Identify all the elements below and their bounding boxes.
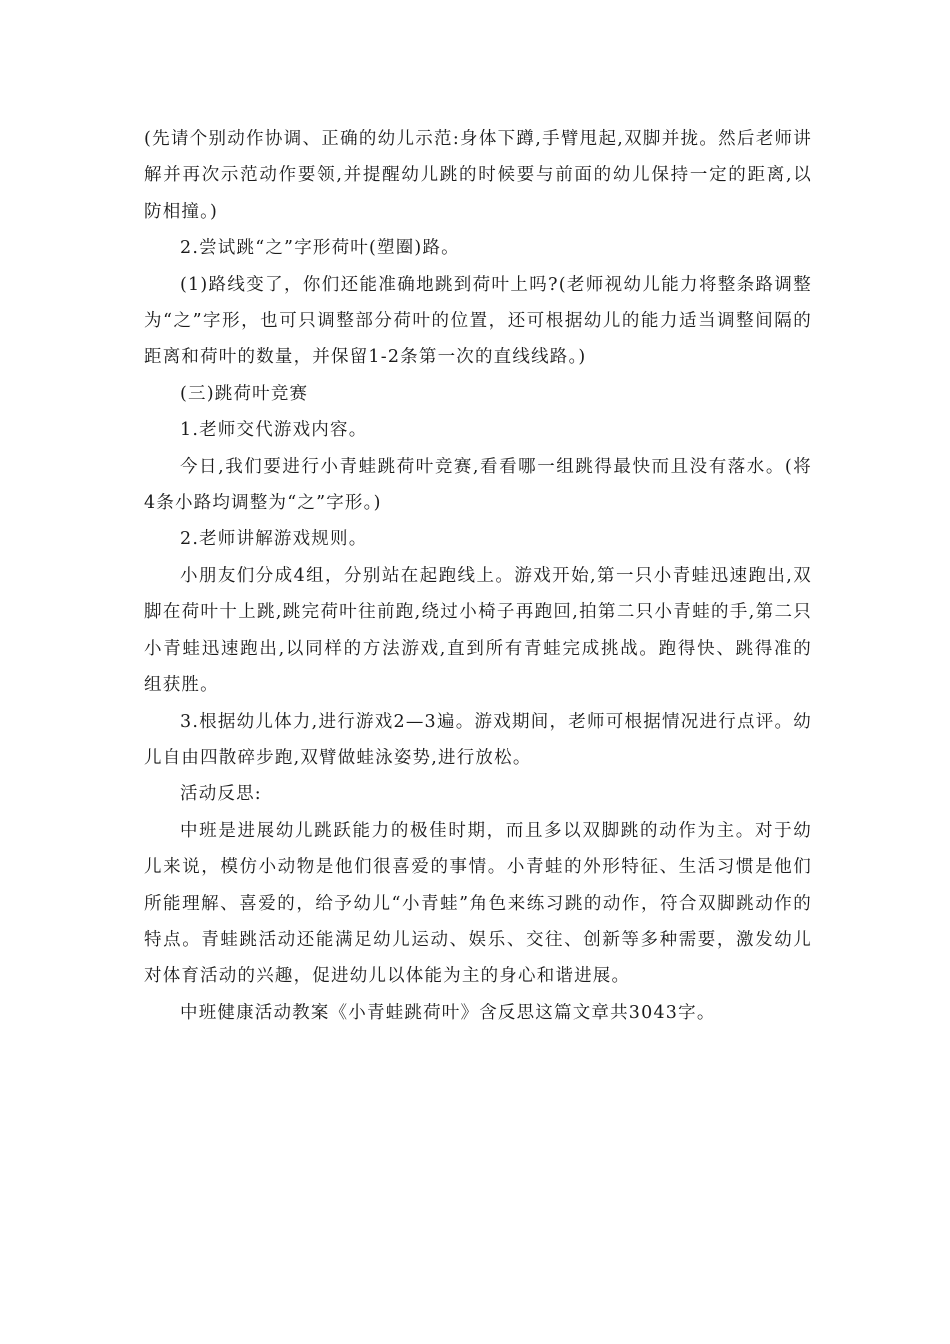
paragraph-reflection: 中班是进展幼儿跳跃能力的极佳时期，而且多以双脚跳的动作为主。对于幼儿来说，模仿小动物是他们很喜爱的事情。小青蛙的外形特征、生活习惯是他们所能理解、喜爱的，给予幼儿“小青蛙”角色来练习跳的动作，符合双脚跳动作的特点。青蛙跳活动还能满足幼儿运动、娱乐、交往、创新等多种需要，激发幼儿对体育活动的兴趣，促进幼儿以体能为主的身心和谐进展。 — [144, 820, 812, 987]
paragraph-game-content: 1.老师交代游戏内容。 — [180, 420, 368, 441]
paragraph-step-2-zigzag: 2.尝试跳“之”字形荷叶(塑圈)路。 — [180, 238, 460, 259]
document-body — [144, 121, 812, 1031]
paragraph-demonstration-note: (先请个别动作协调、正确的幼儿示范:身体下蹲,手臂甩起,双脚并拢。然后老师讲解并再次示范动作要领,并提醒幼儿跳的时候要与前面的幼儿保持一定的距离,以防相撞。) — [144, 129, 812, 222]
paragraph-repeat-game: 3.根据幼儿体力,进行游戏2—3遍。游戏期间，老师可根据情况进行点评。幼儿自由四散碎步跑,双臂做蛙泳姿势,进行放松。 — [144, 711, 812, 768]
paragraph-word-count: 中班健康活动教案《小青蛙跳荷叶》含反思这篇文章共3043字。 — [180, 1002, 716, 1023]
paragraph-route-change: (1)路线变了，你们还能准确地跳到荷叶上吗?(老师视幼儿能力将整条路调整为“之”字形，也可只调整部分荷叶的位置，还可根据幼儿的能力适当调整间隔的距离和荷叶的数量，并保留1-2条第一次的直线线路。) — [144, 274, 812, 368]
section-heading-competition: (三)跳荷叶竞赛 — [180, 383, 309, 404]
paragraph-competition-intro: 今日,我们要进行小青蛙跳荷叶竞赛,看看哪一组跳得最快而且没有落水。(将4条小路均调整为“之”字形。) — [144, 456, 812, 514]
section-heading-reflection: 活动反思: — [180, 784, 262, 805]
paragraph-game-rules: 小朋友们分成4组，分别站在起跑线上。游戏开始,第一只小青蛙迅速跑出,双脚在荷叶十上跳,跳完荷叶往前跑,绕过小椅子再跑回,拍第二只小青蛙的手,第二只小青蛙迅速跑出,以同样的方法游戏,直到所有青蛙完成挑战。跑得快、跳得准的组获胜。 — [144, 565, 812, 696]
paragraph-game-rules-heading: 2.老师讲解游戏规则。 — [180, 529, 368, 550]
